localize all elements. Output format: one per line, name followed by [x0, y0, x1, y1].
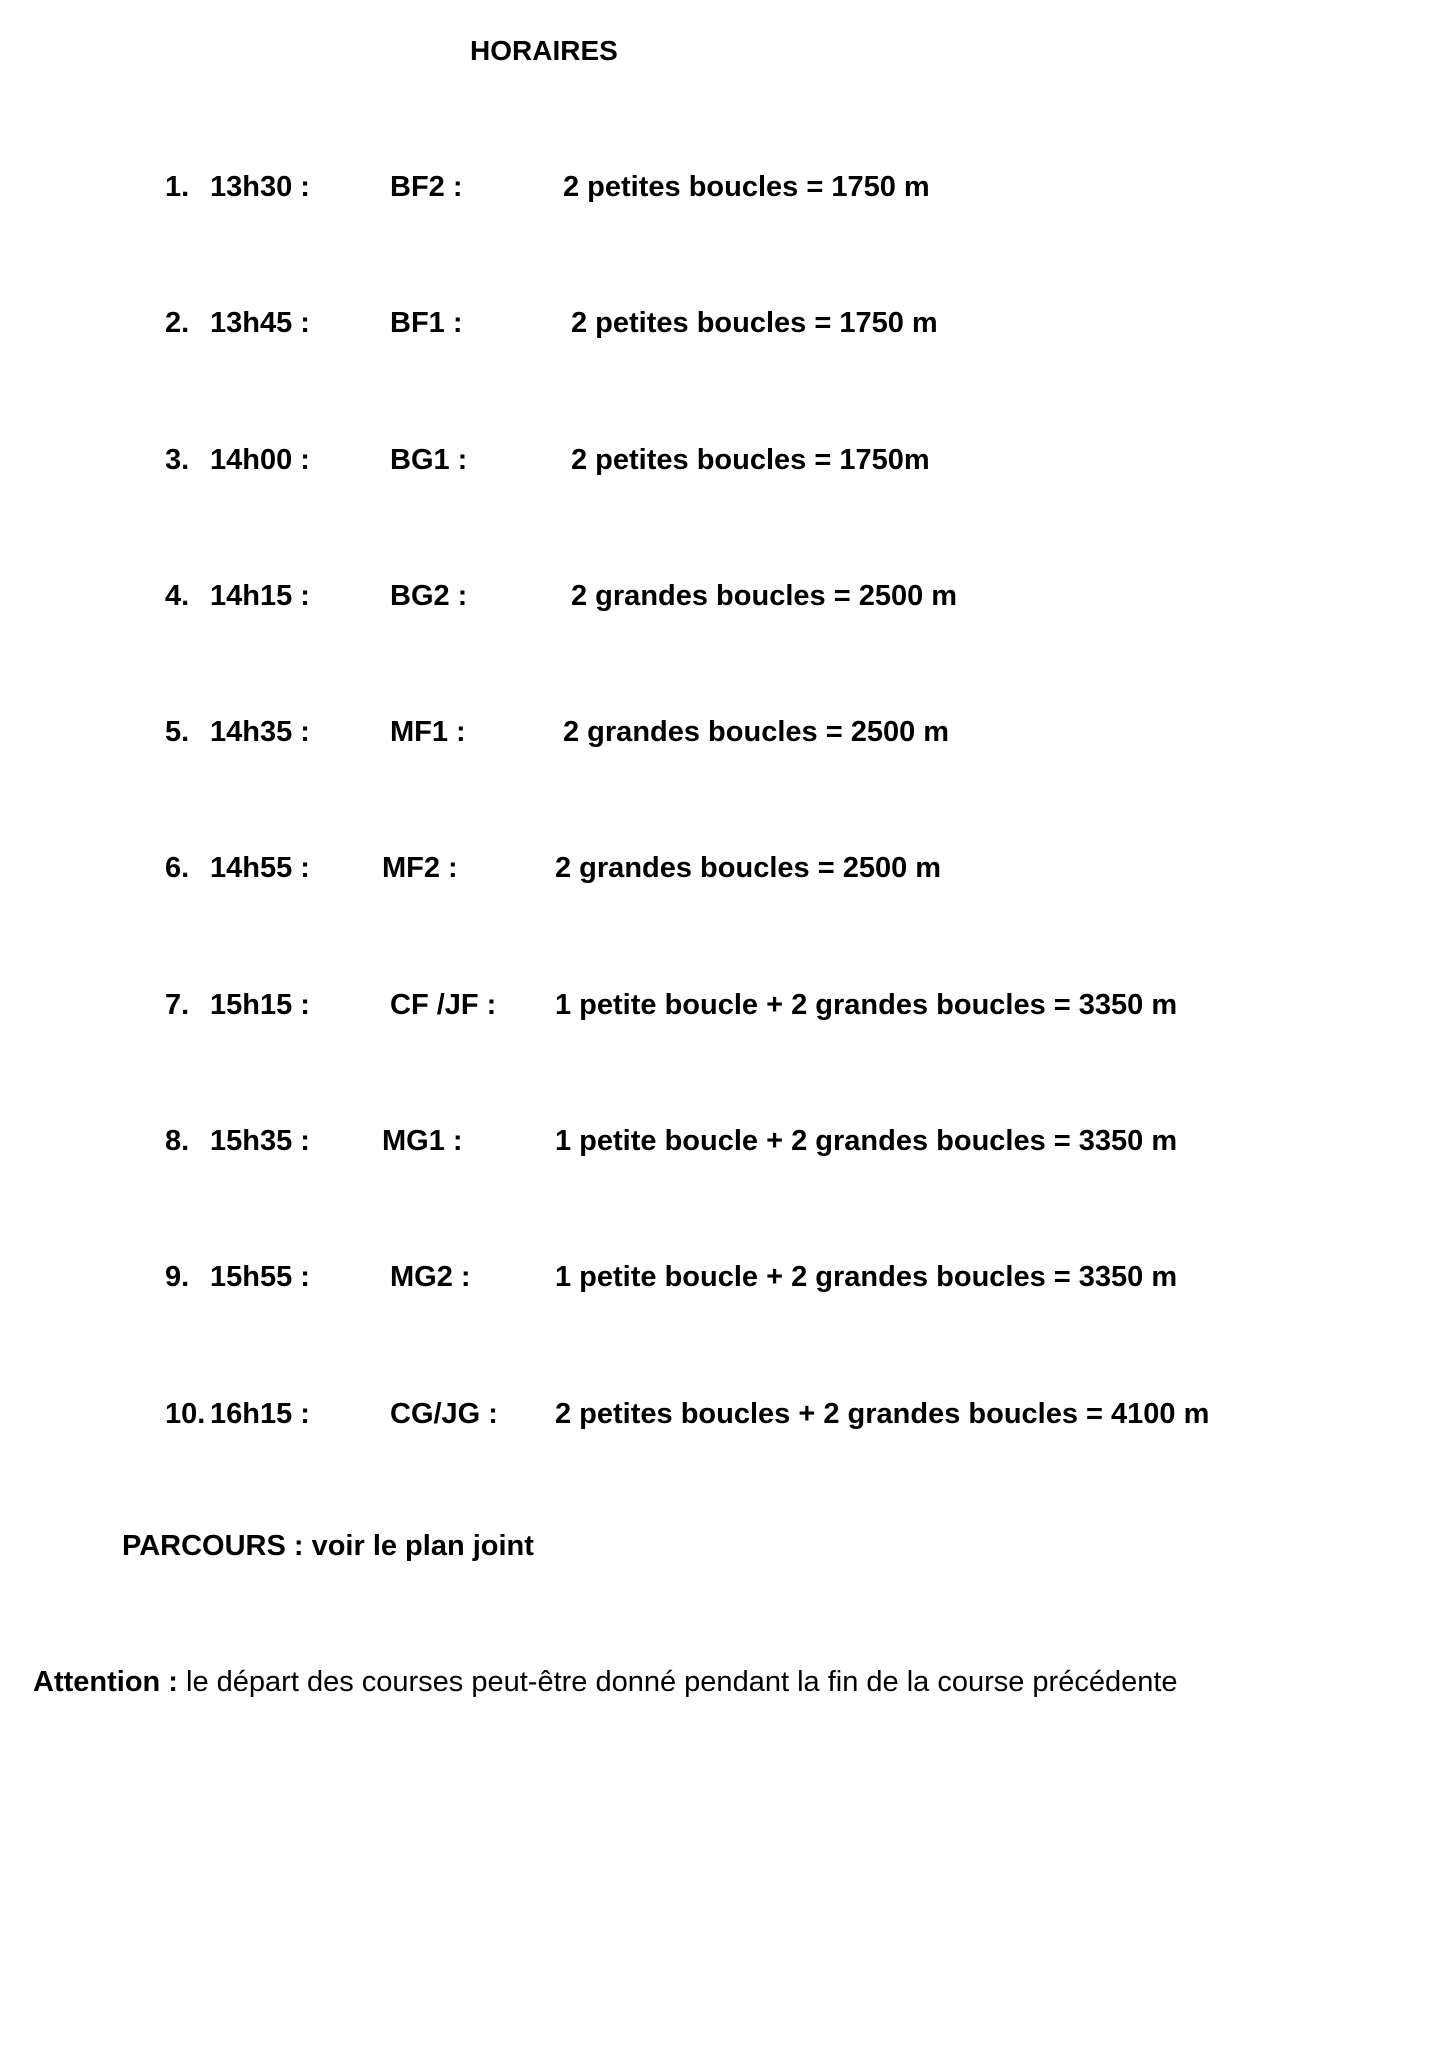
row-time: 14h55 :: [210, 852, 310, 884]
row-description: 2 petites boucles = 1750 m: [563, 171, 930, 203]
row-category: BG2 :: [390, 580, 468, 612]
attention-note: [33, 1664, 1178, 1700]
row-category: MF2 :: [382, 852, 458, 884]
schedule-row: [0, 850, 1447, 886]
schedule-row: [0, 442, 1447, 478]
row-description: 2 grandes boucles = 2500 m: [563, 716, 950, 748]
row-number: 3.: [165, 444, 190, 476]
row-description: 2 petites boucles = 1750 m: [571, 307, 938, 339]
row-time: 15h15 :: [210, 989, 310, 1021]
schedule-row: [0, 169, 1447, 205]
row-category: BF2 :: [390, 171, 463, 203]
row-description: 2 grandes boucles = 2500 m: [555, 852, 942, 884]
row-number: 8.: [165, 1125, 190, 1157]
row-time: 14h35 :: [210, 716, 310, 748]
row-category: MG1 :: [382, 1125, 463, 1157]
schedule-row: [0, 1259, 1447, 1295]
row-category: CG/JG :: [390, 1398, 498, 1430]
schedule-row: [0, 987, 1447, 1023]
row-description: 2 grandes boucles = 2500 m: [571, 580, 958, 612]
schedule-row: [0, 714, 1447, 750]
row-number: 2.: [165, 307, 190, 339]
row-time: 16h15 :: [210, 1398, 310, 1430]
schedule-row: [0, 578, 1447, 614]
row-time: 15h35 :: [210, 1125, 310, 1157]
row-time: 15h55 :: [210, 1261, 310, 1293]
attention-label: Attention :: [33, 1666, 178, 1698]
row-number: 5.: [165, 716, 190, 748]
row-time: 14h00 :: [210, 444, 310, 476]
schedule-row: [0, 1123, 1447, 1159]
row-description: 2 petites boucles = 1750m: [571, 444, 930, 476]
row-number: 1.: [165, 171, 190, 203]
row-number: 6.: [165, 852, 190, 884]
row-description: 1 petite boucle + 2 grandes boucles = 3350 m: [555, 1261, 1178, 1293]
row-time: 14h15 :: [210, 580, 310, 612]
schedule-row: [0, 1396, 1447, 1432]
row-category: CF /JF :: [390, 989, 497, 1021]
attention-text: le départ des courses peut-être donné pendant la fin de la course précédente: [177, 1666, 1178, 1698]
row-number: 9.: [165, 1261, 190, 1293]
row-number: 4.: [165, 580, 190, 612]
page-title: HORAIRES: [470, 35, 618, 66]
row-category: BF1 :: [390, 307, 463, 339]
row-description: 1 petite boucle + 2 grandes boucles = 3350 m: [555, 989, 1178, 1021]
row-time: 13h30 :: [210, 171, 310, 203]
row-category: MF1 :: [390, 716, 466, 748]
row-description: 1 petite boucle + 2 grandes boucles = 3350 m: [555, 1125, 1178, 1157]
row-number: 10.: [165, 1398, 206, 1430]
row-category: MG2 :: [390, 1261, 471, 1293]
schedule-row: [0, 305, 1447, 341]
row-description: 2 petites boucles + 2 grandes boucles = 4100 m: [555, 1398, 1210, 1430]
row-category: BG1 :: [390, 444, 468, 476]
row-time: 13h45 :: [210, 307, 310, 339]
row-number: 7.: [165, 989, 190, 1021]
parcours-note: PARCOURS : voir le plan joint: [122, 1530, 534, 1562]
